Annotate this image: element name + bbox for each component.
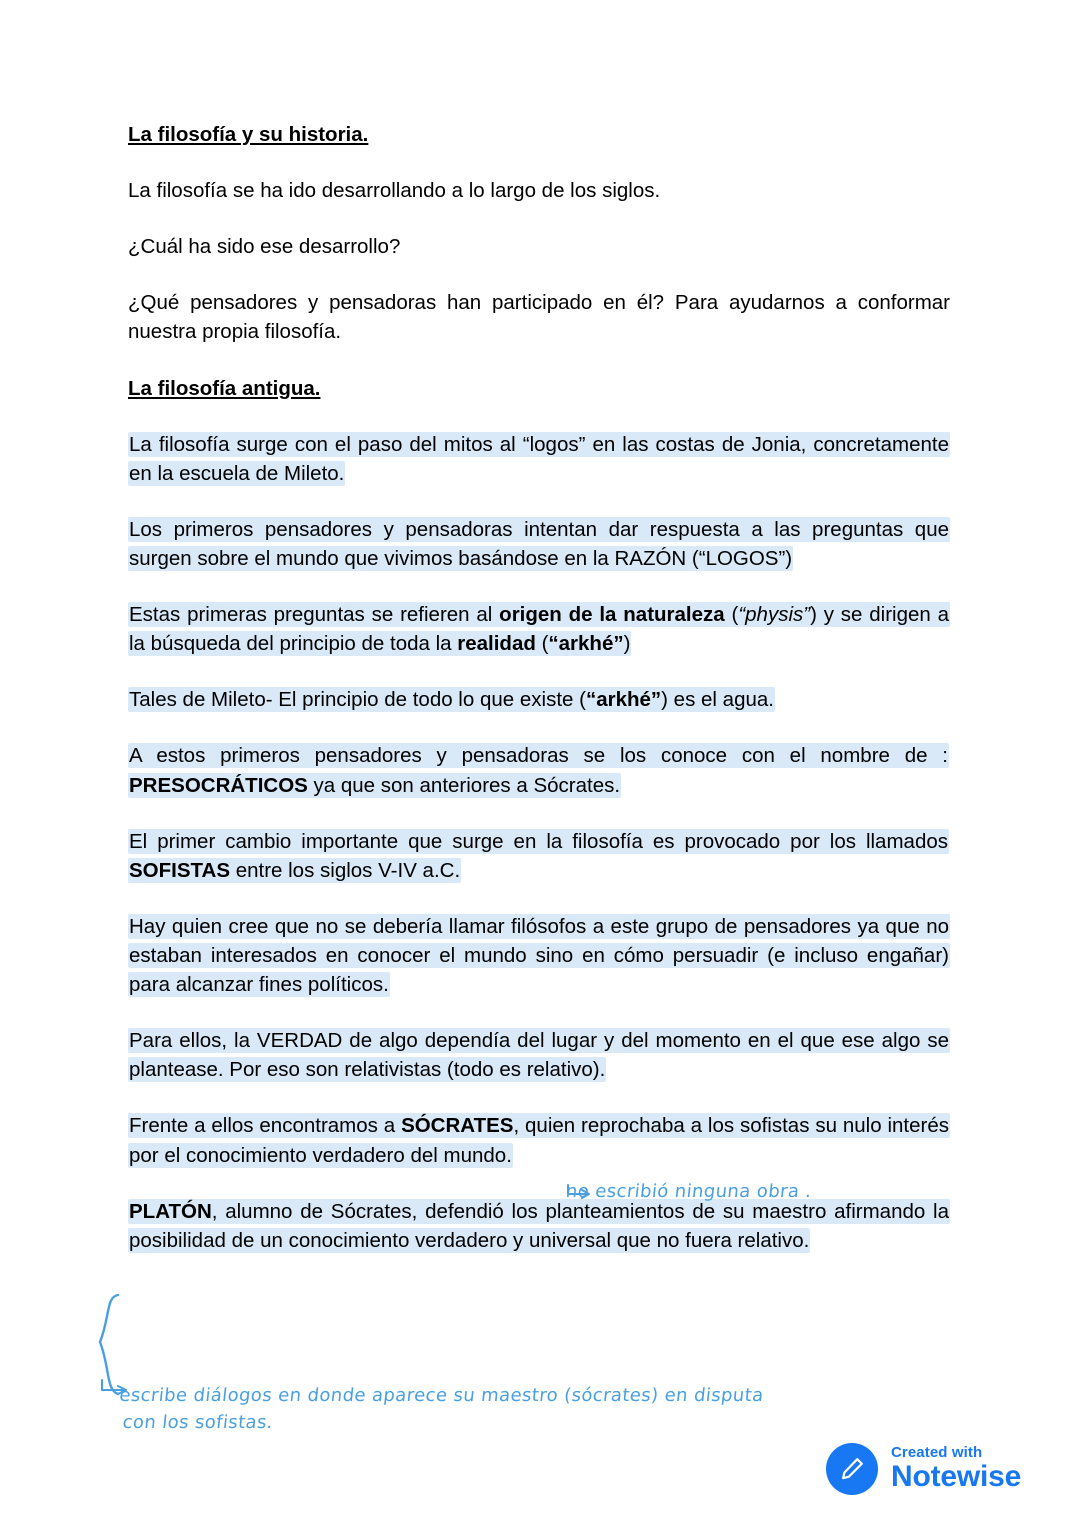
handwritten-note-platon: escribe diálogos en donde aparece su maestro (sócrates) en disputa con los sofistas. [115, 1385, 765, 1433]
paragraph-origen-jonia: La filosofía surge con el paso del mitos al “logos” en las costas de Jonia, concretamente en la escuela de Mileto. [129, 432, 949, 485]
paragraph-question-2: ¿Qué pensadores y pensadoras han participado en él? Para ayudarnos a conformar nuestra propia filosofía. [128, 291, 950, 344]
paragraph-sofistas: El primer cambio importante que surge en la filosofía es provocado por los llamados SOFISTAS entre los siglos V-IV a.C. [129, 829, 948, 882]
paragraph-verdad-relativismo: Para ellos, la VERDAD de algo dependía del lugar y del momento en el que ese algo se plantease. Por eso son relativistas (todo es relativo). [129, 1029, 949, 1082]
created-with-label: Created with [891, 1444, 983, 1462]
paragraph-tales-de-mileto: Tales de Mileto- El principio de todo lo que existe (“arkhé”) es el agua. [129, 688, 774, 712]
paragraph-physis-arkhe: Estas primeras preguntas se refieren al origen de la naturaleza (“physis”) y se dirigen a la búsqueda del principio de toda la realidad (“arkhé”) [129, 603, 949, 656]
paragraph-presocraticos: A estos primeros pensadores y pensadoras se los conoce con el nombre de : PRESOCRÁTICOS ya que son anteriores a Sócrates. [129, 744, 948, 797]
handwritten-note-socrates: no escribió ninguna obra . [564, 1181, 813, 1202]
paragraph-filosofos-discusion: Hay quien cree que no se debería llamar filósofos a este grupo de pensadores ya que no estaban interesados en conocer el mundo sino en cómo persuadir (e incluso engañar) para alcanzar fines políticos. [129, 914, 949, 997]
document-body [128, 120, 950, 1282]
logo-text-group [891, 1445, 1021, 1492]
brand-name: Notewise [891, 1460, 1022, 1494]
paragraph-intro: La filosofía se ha ido desarrollando a lo largo de los siglos. [128, 179, 661, 203]
paragraph-primeros-pensadores: Los primeros pensadores y pensadoras intentan dar respuesta a las preguntas que surgen sobre el mundo que vivimos basándose en la RAZÓN (“LOGOS”) [129, 517, 949, 570]
section-heading-filosofia-antigua: La filosofía antigua. [128, 376, 321, 400]
paragraph-platon: PLATÓN, alumno de Sócrates, defendió los planteamientos de su maestro afirmando la posibilidad de un conocimiento verdadero y universal que no fuera relativo. [129, 1199, 949, 1252]
paragraph-question-1: ¿Cuál ha sido ese desarrollo? [128, 235, 401, 259]
page-title: La filosofía y su historia. [128, 123, 369, 146]
pencil-icon [826, 1443, 878, 1495]
notewise-logo [826, 1443, 1021, 1495]
paragraph-socrates: Frente a ellos encontramos a SÓCRATES, quien reprochaba a los sofistas su nulo interés por el conocimiento verdadero del mundo. [129, 1114, 949, 1167]
